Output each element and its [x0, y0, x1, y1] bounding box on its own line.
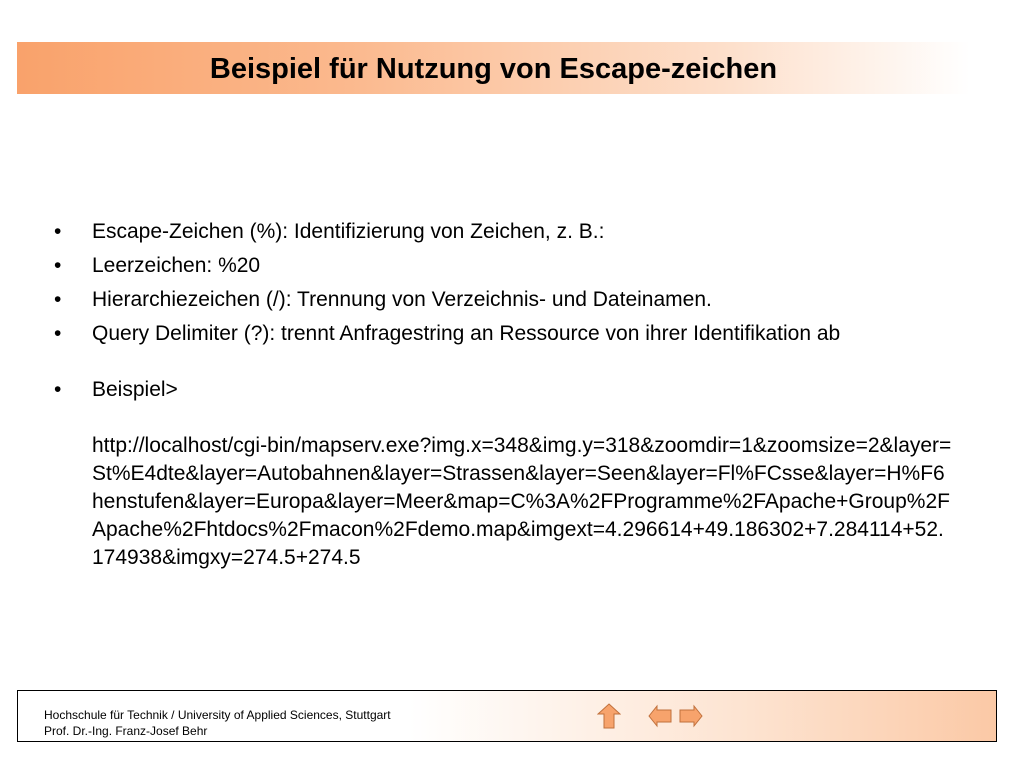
bullet-item	[54, 218, 964, 246]
bullet-item	[54, 252, 964, 280]
footer-author: Prof. Dr.-Ing. Franz-Josef Behr	[44, 724, 208, 738]
bullet-item	[54, 320, 964, 348]
bullet-marker: •	[54, 288, 62, 311]
nav-up-button[interactable]	[597, 703, 621, 729]
slide-title: Beispiel für Nutzung von Escape-zeichen	[209, 53, 778, 85]
bullet-item	[54, 286, 964, 314]
bullet-text: Query Delimiter (?): trennt Anfragestring an Ressource von ihrer Identifikation ab	[92, 322, 841, 345]
bullet-item	[54, 376, 964, 404]
arrow-left-icon	[648, 703, 672, 729]
nav-next-button[interactable]	[679, 703, 703, 729]
arrow-right-icon	[679, 703, 703, 729]
bullet-text: Leerzeichen: %20	[92, 254, 261, 277]
bullet-list	[54, 218, 964, 404]
footer	[17, 690, 997, 742]
footer-text	[44, 707, 391, 739]
footer-institution: Hochschule für Technik / University of Applied Sciences, Stuttgart	[44, 708, 391, 722]
bullet-marker: •	[54, 220, 62, 243]
bullet-marker: •	[54, 322, 62, 345]
example-url: http://localhost/cgi-bin/mapserv.exe?img.x=348&img.y=318&zoomdir=1&zoomsize=2&layer=St%E4dte&layer=Autobahnen&layer=Strassen&layer=Seen&layer=Fl%FCsse&layer=H%F6henstufen&layer=Europa&layer=Meer&map=C%3A%2FProgramme%2FApache+Group%2FApache%2Fhtdocs%2Fmacon%2Fdemo.map&imgext=4.296614+49.186302+7.284114+52.174938&imgxy=274.5+274.5	[92, 434, 952, 569]
bullet-marker: •	[54, 254, 62, 277]
bullet-text: Escape-Zeichen (%): Identifizierung von Zeichen, z. B.:	[92, 220, 605, 243]
slide-content	[54, 218, 964, 572]
bullet-text: Beispiel>	[92, 378, 178, 401]
bullet-text: Hierarchiezeichen (/): Trennung von Verzeichnis- und Dateinamen.	[92, 288, 712, 311]
nav-previous-button[interactable]	[648, 703, 672, 729]
bullet-marker: •	[54, 378, 62, 401]
arrow-up-icon	[597, 703, 621, 729]
